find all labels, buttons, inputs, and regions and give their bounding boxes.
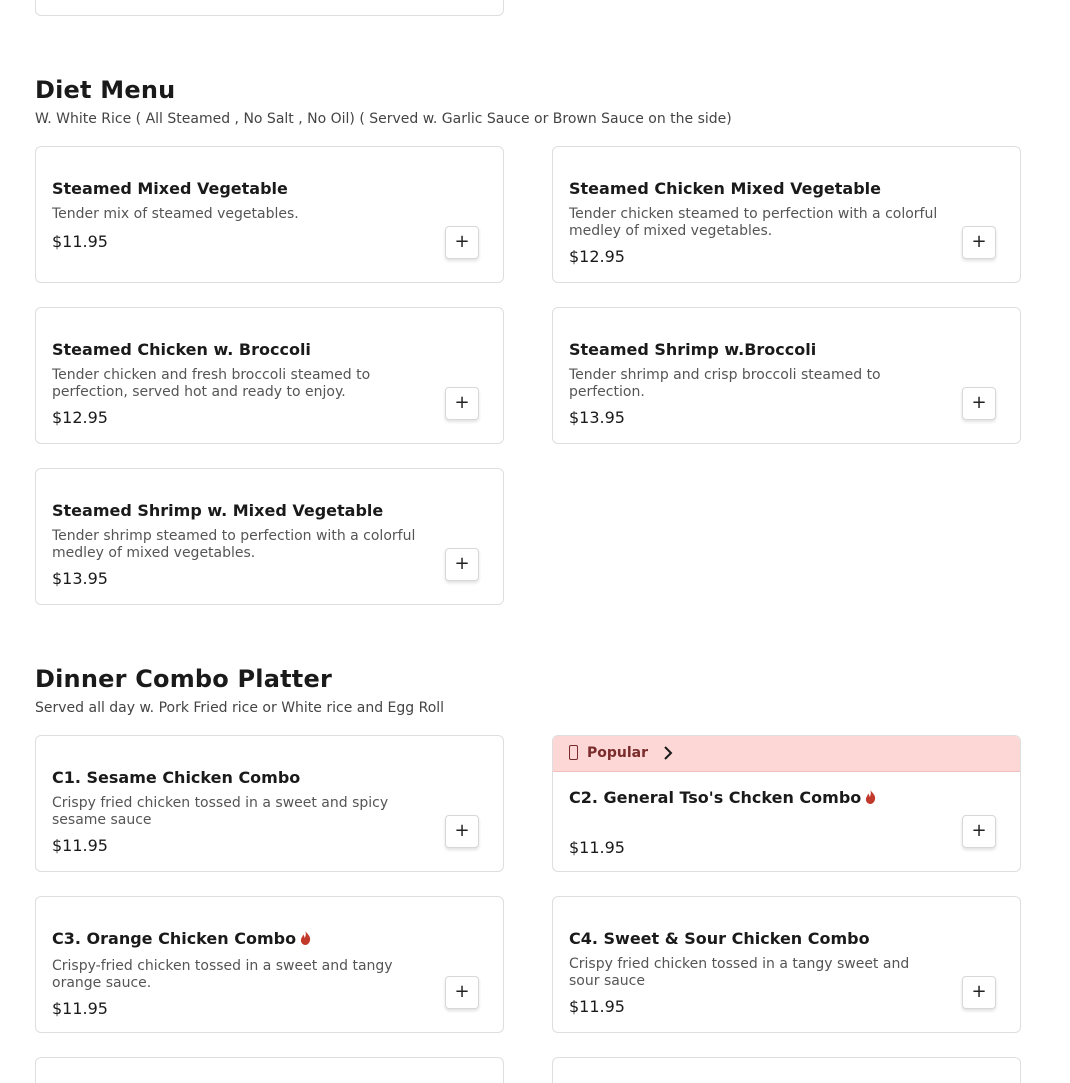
menu-item-card[interactable] xyxy=(35,735,504,872)
flame-icon xyxy=(865,789,876,808)
item-name: Steamed Chicken w. Broccoli xyxy=(52,340,311,359)
add-item-button[interactable]: + xyxy=(445,976,479,1009)
item-price: $11.95 xyxy=(569,838,625,857)
item-description: Tender mix of steamed vegetables. xyxy=(52,206,299,222)
menu-item-card[interactable] xyxy=(552,146,1021,283)
item-name: Steamed Chicken Mixed Vegetable xyxy=(569,179,881,198)
item-name-row xyxy=(52,929,311,949)
item-price: $11.95 xyxy=(569,997,625,1016)
tag-icon xyxy=(569,745,578,760)
item-price: $11.95 xyxy=(52,999,108,1018)
menu-item-card-popular[interactable] xyxy=(552,735,1021,872)
item-price: $13.95 xyxy=(569,408,625,427)
flame-icon xyxy=(300,930,311,949)
item-price: $13.95 xyxy=(52,569,108,588)
menu-item-card-partial xyxy=(35,0,504,16)
menu-item-card[interactable] xyxy=(35,896,504,1033)
section-subtitle-diet-menu: W. White Rice ( All Steamed , No Salt , No Oil) ( Served w. Garlic Sauce or Brown Sauce on the side) xyxy=(35,111,732,127)
item-description: Tender chicken steamed to perfection with a colorful medley of mixed vegetables. xyxy=(569,206,938,239)
add-item-button[interactable]: + xyxy=(445,387,479,420)
add-item-button[interactable]: + xyxy=(445,815,479,848)
item-price: $11.95 xyxy=(52,836,108,855)
item-description: Tender shrimp and crisp broccoli steamed to perfection. xyxy=(569,367,881,400)
menu-item-card-partial[interactable] xyxy=(552,1057,1021,1083)
item-name: C1. Sesame Chicken Combo xyxy=(52,768,301,787)
section-title-diet-menu: Diet Menu xyxy=(35,76,176,104)
chevron-right-icon xyxy=(663,746,673,764)
item-name: Steamed Shrimp w.Broccoli xyxy=(569,340,817,359)
add-item-button[interactable]: + xyxy=(962,815,996,848)
item-name-row xyxy=(569,788,876,808)
item-description: Crispy-fried chicken tossed in a sweet and tangy orange sauce. xyxy=(52,958,393,991)
item-price: $11.95 xyxy=(52,232,108,251)
item-price: $12.95 xyxy=(569,247,625,266)
menu-item-card[interactable] xyxy=(35,468,504,605)
menu-item-card[interactable] xyxy=(552,896,1021,1033)
section-subtitle-combo-platter: Served all day w. Pork Fried rice or White rice and Egg Roll xyxy=(35,700,445,716)
section-title-combo-platter: Dinner Combo Platter xyxy=(35,665,332,693)
item-name: C4. Sweet & Sour Chicken Combo xyxy=(569,929,870,948)
menu-item-card[interactable] xyxy=(35,307,504,444)
item-name: C2. General Tso's Chcken Combo xyxy=(569,788,862,807)
item-description: Crispy fried chicken tossed in a tangy sweet and sour sauce xyxy=(569,956,910,989)
menu-item-card[interactable] xyxy=(552,307,1021,444)
add-item-button[interactable]: + xyxy=(445,548,479,581)
item-name: Steamed Shrimp w. Mixed Vegetable xyxy=(52,501,384,520)
add-item-button[interactable]: + xyxy=(445,226,479,259)
item-description: Crispy fried chicken tossed in a sweet and spicy sesame sauce xyxy=(52,795,389,828)
menu-item-card-partial[interactable] xyxy=(35,1057,504,1083)
add-item-button[interactable]: + xyxy=(962,976,996,1009)
popular-banner[interactable] xyxy=(553,736,1020,772)
menu-item-card[interactable] xyxy=(35,146,504,283)
add-item-button[interactable]: + xyxy=(962,387,996,420)
item-description: Tender shrimp steamed to perfection with a colorful medley of mixed vegetables. xyxy=(52,528,416,561)
item-name: Steamed Mixed Vegetable xyxy=(52,179,288,198)
item-name: C3. Orange Chicken Combo xyxy=(52,929,297,948)
add-item-button[interactable]: + xyxy=(962,226,996,259)
popular-label: Popular xyxy=(587,745,649,761)
item-price: $12.95 xyxy=(52,408,108,427)
item-description: Tender chicken and fresh broccoli steamed to perfection, served hot and ready to enjoy. xyxy=(52,367,371,400)
